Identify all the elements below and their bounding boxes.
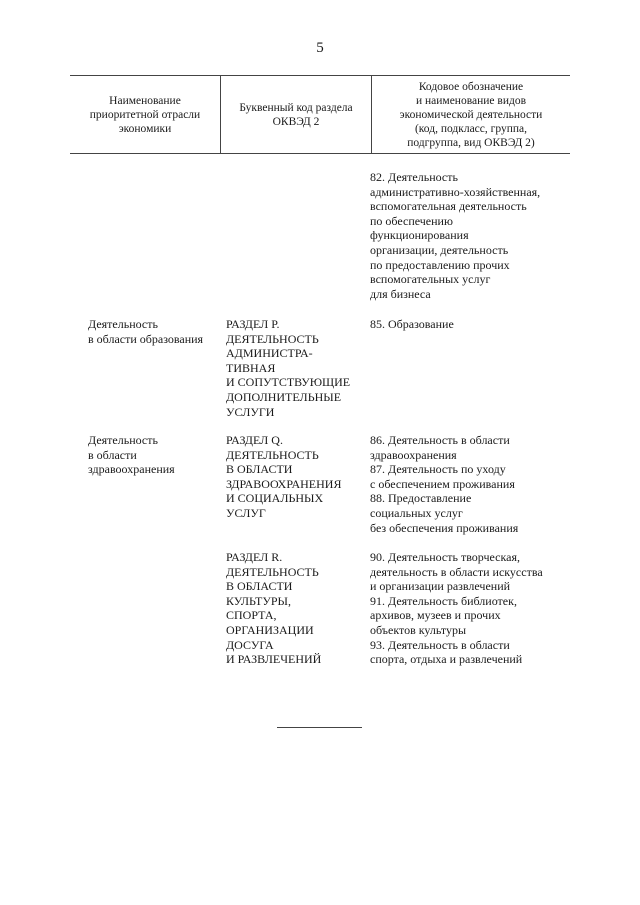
end-divider xyxy=(277,727,362,728)
page-number: 5 xyxy=(316,40,324,56)
industry-cell: Деятельность в области образования xyxy=(88,317,204,346)
header-priority-industry: Наименование приоритетной отрасли экономики xyxy=(89,94,201,135)
header-activity-code: Кодовое обозначение и наименование видов экономической деятельности (код, подкласс, группа, подгруппа, вид ОКВЭД 2) xyxy=(399,80,543,149)
activities-cell: 86. Деятельность в области здравоохранения 87. Деятельность по уходу с обеспечением проживания 88. Предоставление социальных услуг без обеспечения проживания xyxy=(370,433,519,535)
activities-cell: 90. Деятельность творческая, деятельность в области искусства и организации развлечений 91. Деятельность библиотек, архивов, музеев и прочих объектов культуры 93. Деятельность в области спорта, отдыха и развлечений xyxy=(370,550,543,667)
table-header xyxy=(70,75,570,154)
activities-cell: 85. Образование xyxy=(370,317,454,331)
section-cell: РАЗДЕЛ Р. ДЕЯТЕЛЬНОСТЬ АДМИНИСТРА- ТИВНАЯ И СОПУТСТВУЮЩИЕ ДОПОЛНИТЕЛЬНЫЕ УСЛУГИ xyxy=(226,317,351,419)
activities-cell: 82. Деятельность административно-хозяйственная, вспомогательная деятельность по обеспечению функционирования организации, деятельность по предоставлению прочих вспомогательных услуг для бизнеса xyxy=(370,170,541,301)
section-cell: РАЗДЕЛ Q. ДЕЯТЕЛЬНОСТЬ В ОБЛАСТИ ЗДРАВООХРАНЕНИЯ И СОЦИАЛЬНЫХ УСЛУГ xyxy=(226,433,342,520)
industry-cell: Деятельность в области здравоохранения xyxy=(88,433,175,477)
section-cell: РАЗДЕЛ R. ДЕЯТЕЛЬНОСТЬ В ОБЛАСТИ КУЛЬТУРЫ, СПОРТА, ОРГАНИЗАЦИИ ДОСУГА И РАЗВЛЕЧЕНИЙ xyxy=(226,550,322,667)
header-section-code: Буквенный код раздела ОКВЭД 2 xyxy=(220,76,372,153)
okved-table xyxy=(70,75,570,667)
